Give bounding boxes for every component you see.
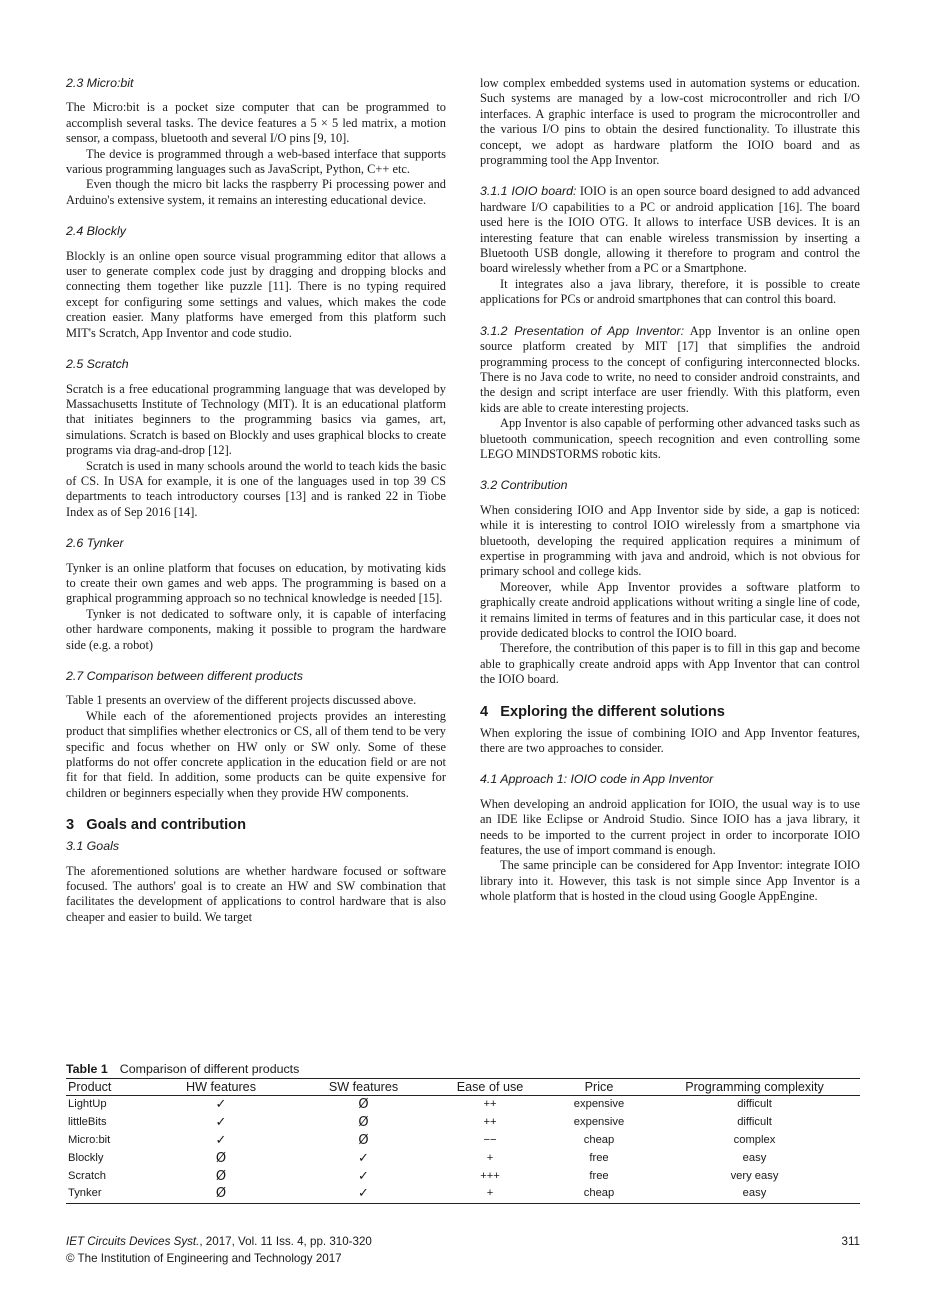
table-cell: cheap (549, 1185, 649, 1203)
paragraph: When exploring the issue of combining IOIO and App Inventor features, there are two approaches to consider. (480, 725, 860, 756)
table-cell: ✓ (215, 1132, 227, 1148)
table-cell: Ø (358, 1097, 369, 1113)
paragraph: 3.1.1 IOIO board: IOIO is an open source board designed to add advanced hardware I/O capabilities to a PC or android application [16]. The board used here is the IOIO OTG. It allows to interface USB devices. It is an interesting feature that can enable wireless transmission by inserting a Bluetooth USB dongle, allowing it therefore to program and control the board wirelessly whether from a PC or a Smartphone. (480, 184, 860, 276)
table-cell: Tynker (66, 1185, 146, 1203)
paragraph: low complex embedded systems used in automation systems or education. Such systems are managed by a low-cost microcontroller and rich I/O interfaces. A graphic interface is used to program the microcontroller and the various I/O pins to obtain the desired functionality. To illustrate this concept, we adopt as hardware platform the IOIO board and as programming tool the App Inventor. (480, 76, 860, 168)
paragraph: Scratch is a free educational programming language that was developed by Massachusetts Institute of Technology (MIT). It is an educational platform that initiates beginners to the programming basics via games, art, simulations. Scratch is based on Blockly and uses graphical blocks to create programs via drag-and-drop [12]. (66, 381, 446, 458)
paragraph: It integrates also a java library, therefore, it is possible to create applications for PCs or android smartphones that can control this board. (480, 276, 860, 307)
table-cell: littleBits (68, 1116, 107, 1129)
table-cell: complex (733, 1133, 776, 1146)
footer-copyright: © The Institution of Engineering and Technology 2017 (66, 1252, 342, 1265)
table-1 (66, 1062, 860, 1204)
table-cell: ✓ (296, 1185, 431, 1203)
table-cell: Ø (215, 1168, 227, 1184)
heading-3-1-1: 3.1.1 IOIO board: (480, 184, 577, 199)
journal-name: IET Circuits Devices Syst. (66, 1235, 200, 1248)
table-cell: + (431, 1185, 549, 1203)
table-cell: Micro:bit (68, 1133, 111, 1146)
paragraph: Blockly is an online open source visual programming editor that allows a user to generate complex code just by dragging and dropping blocks and connecting them together like puzzle [11]. There is no typing required except for configuring some settings and values, which makes the code creation easier. Many platforms have emerged from this platform such MIT's Scratch, App Inventor and code studio. (66, 248, 446, 340)
heading-2-7: 2.7 Comparison between different products (66, 669, 303, 683)
paragraph: Scratch is used in many schools around the world to teach kids the basic of CS. In USA for example, it is one of the languages used in top 39 CS departments to teach introductory courses [13] and is ranked 22 in Tiobe Index as of Sep 2016 [14]. (66, 458, 446, 519)
table-title: Comparison of different products (119, 1062, 300, 1076)
table-cell: ✓ (215, 1115, 227, 1131)
heading-section-3: 3 Goals and contribution (66, 817, 246, 834)
paragraph: When considering IOIO and App Inventor side by side, a gap is noticed: while it is interesting to control IOIO wirelessly from a smartphone via bluetooth, developing the required application requires a minimum of expertise in programming with java and android, which is not obvious for primary school and college kids. (480, 502, 860, 579)
table-row (66, 1096, 860, 1114)
paragraph: While each of the aforementioned projects provides an interesting product that simplifies whether electronics or CS, all of them tend to be very specific and focus whether on HW only or SW only. Some of these platforms do not offer concrete application in the education field or are not fit for that field. In addition, some products can be quite expensive for children or beginners especially when they provide HW components. (66, 708, 446, 800)
table-cell: ✓ (358, 1150, 369, 1166)
column-header: SW features (296, 1079, 431, 1096)
table-cell: ++ (483, 1098, 497, 1111)
paragraph: Therefore, the contribution of this paper is to fill in this gap and become able to graphically create android apps with App Inventor that can control the IOIO board. (480, 641, 860, 687)
heading-4-1: 4.1 Approach 1: IOIO code in App Inventor (480, 772, 714, 787)
table-cell: −− (483, 1133, 497, 1146)
table-cell: +++ (480, 1169, 500, 1182)
heading-2-3: 2.3 Micro:bit (66, 76, 134, 90)
paragraph: Even though the micro bit lacks the raspberry Pi processing power and Arduino's extensive system, it remains an interesting educational device. (66, 177, 446, 207)
comparison-table (66, 1078, 860, 1204)
table-row (66, 1114, 860, 1132)
table-cell: easy (649, 1185, 860, 1203)
paragraph: 3.1.2 Presentation of App Inventor: App Inventor is an online open source platform created by MIT [17] that simplifies the android programming process to the concept of configuring interconnected blocks. There is no Java code to write, no need to consider android constraints, and the design and script interface are user friendly. With this platform, even kids are able to create interesting projects. (480, 323, 860, 415)
table-row (66, 1185, 860, 1203)
footer-citation: IET Circuits Devices Syst., 2017, Vol. 11 Iss. 4, pp. 310-320 (66, 1235, 372, 1248)
table-cell: easy (742, 1151, 767, 1164)
table-row (66, 1132, 860, 1150)
paragraph: The Micro:bit is a pocket size computer that can be programmed to accomplish several tasks. The device features a 5 × 5 led matrix, a motion sensor, a compass, bluetooth and several I/O pins [9, 10]. (66, 100, 446, 146)
table-cell: difficult (737, 1116, 772, 1129)
table-cell: Ø (215, 1150, 227, 1166)
table-cell: difficult (737, 1098, 772, 1111)
table-cell: ✓ (215, 1097, 227, 1113)
table-label: Table 1 (66, 1062, 108, 1076)
paragraph: The aforementioned solutions are whether hardware focused or software focused. The authors' goal is to create an HW and SW combination that facilitates the development of applications to control hardware that is also cheaper and easier to build. We target (66, 863, 446, 924)
table-cell: free (589, 1151, 609, 1164)
table-cell: ✓ (358, 1168, 369, 1184)
table-cell: Ø (358, 1115, 369, 1131)
table-header-row (66, 1079, 860, 1096)
left-column (66, 76, 446, 925)
heading-2-6: 2.6 Tynker (66, 536, 124, 551)
heading-section-4: 4 Exploring the different solutions (480, 703, 725, 720)
table-cell: cheap (583, 1133, 615, 1146)
table-cell: very easy (730, 1169, 779, 1182)
column-header: Price (549, 1079, 649, 1096)
page-number: 311 (841, 1235, 860, 1248)
column-header: Product (66, 1079, 146, 1096)
page-footer (66, 1233, 860, 1267)
heading-2-4: 2.4 Blockly (66, 224, 126, 239)
table-cell: expensive (573, 1098, 625, 1111)
table-cell: + (486, 1151, 494, 1164)
heading-3-1-2: 3.1.2 Presentation of App Inventor: (480, 323, 685, 338)
paragraph: App Inventor is also capable of performing other advanced tasks such as bluetooth communication, speech recognition and even controlling some LEGO MINDSTORMS robotic kits. (480, 416, 860, 461)
table-row (66, 1167, 860, 1185)
table-cell: free (589, 1169, 609, 1182)
table-cell: Ø (146, 1185, 296, 1203)
right-column (480, 76, 860, 905)
paragraph: The device is programmed through a web-based interface that supports various programming languages such as JavaScript, Python, C++ etc. (66, 146, 446, 177)
paragraph: Moreover, while App Inventor provides a software platform to graphically create android applications without writing a single line of code, it remains limited in terms of features and in this particular case, it does not provide dedicated blocks to control the IOIO board. (480, 579, 860, 640)
table-cell: LightUp (68, 1098, 107, 1111)
table-cell: Blockly (68, 1151, 104, 1164)
paragraph: Tynker is not dedicated to software only, it is capable of interfacing other hardware components, making it possible to program the hardware side (e.g. a robot) (66, 606, 446, 652)
heading-2-5: 2.5 Scratch (66, 357, 129, 372)
table-cell: Scratch (68, 1169, 106, 1182)
heading-3-1: 3.1 Goals (66, 839, 120, 854)
paragraph: The same principle can be considered for App Inventor: integrate IOIO library into it. However, this task is not simple since App Inventor is a whole platform that is hosted in the cloud using Google AppEngine. (480, 858, 860, 904)
paragraph: When developing an android application for IOIO, the usual way is to use an IDE like Eclipse or Android Studio. Since IOIO has a java library, it needs to be imported to the current project in order to incorporate IOIO features, the use of import command is enough. (480, 796, 860, 858)
table-cell: expensive (573, 1116, 625, 1129)
column-header: Programming complexity (649, 1079, 860, 1096)
table-caption (66, 1062, 860, 1077)
column-header: HW features (146, 1079, 296, 1096)
paragraph: Table 1 presents an overview of the different projects discussed above. (66, 693, 417, 708)
paragraph: Tynker is an online platform that focuses on education, by motivating kids to create their own games and web apps. The programming is based on a graphical programming approach so no technical knowledge is needed [15]. (66, 560, 446, 606)
column-header: Ease of use (431, 1079, 549, 1096)
table-row (66, 1149, 860, 1167)
table-cell: Ø (358, 1132, 369, 1148)
heading-3-2: 3.2 Contribution (480, 478, 568, 493)
table-cell: ++ (483, 1116, 497, 1129)
